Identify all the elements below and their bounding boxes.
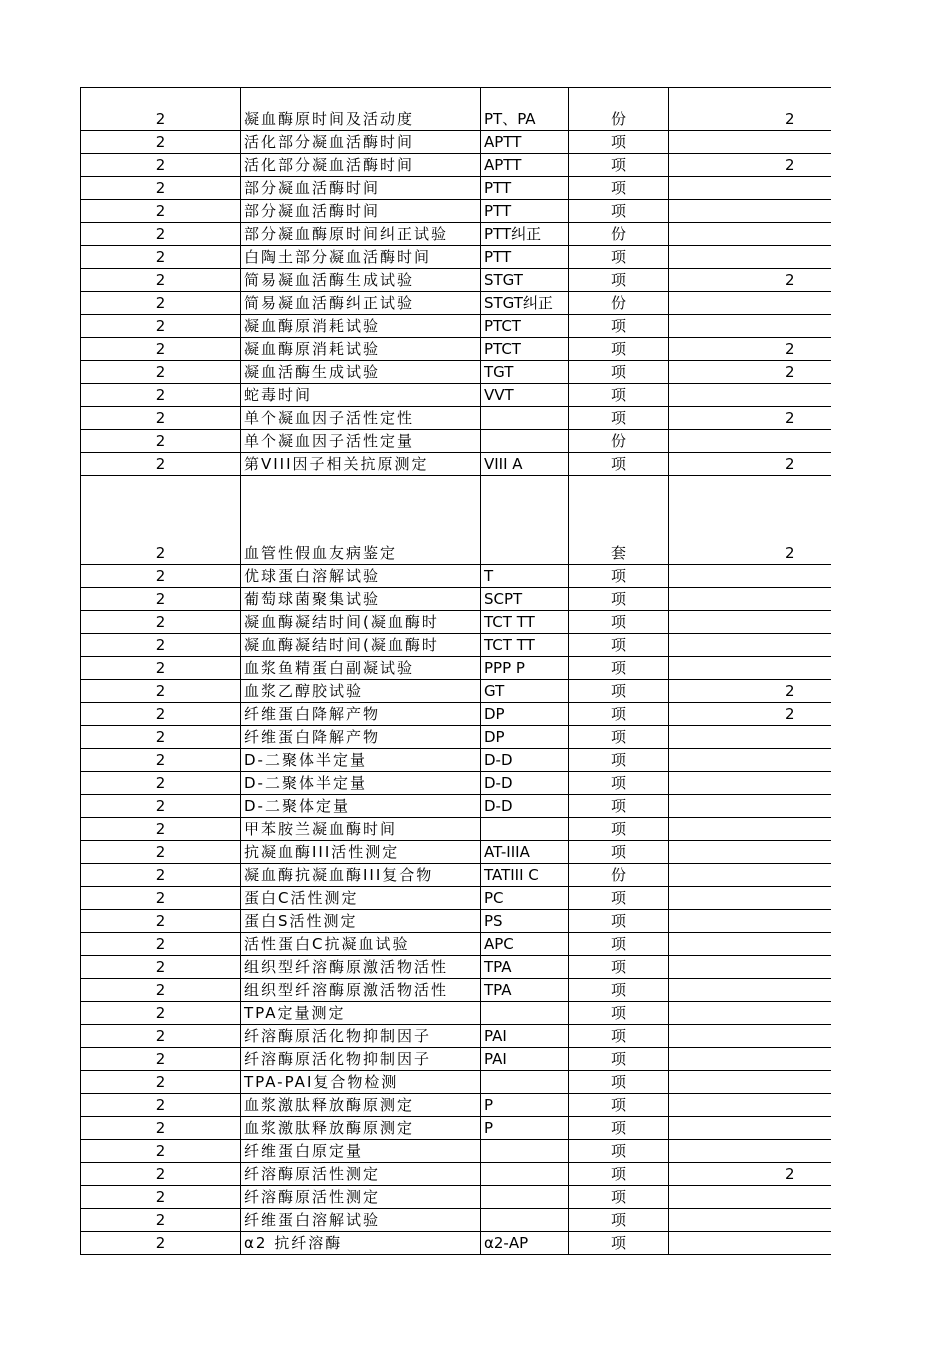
item-name-cell: 纤溶酶原活性测定 xyxy=(241,1186,481,1209)
item-name-cell: 抗凝血酶III活性测定 xyxy=(241,841,481,864)
item-name-cell: 血浆乙醇胶试验 xyxy=(241,680,481,703)
item-unit-cell: 项 xyxy=(569,1140,669,1163)
item-name-cell: 凝血酶凝结时间(凝血酶时 xyxy=(241,634,481,657)
item-name-cell: TPA-PAI复合物检测 xyxy=(241,1071,481,1094)
table-row xyxy=(81,131,831,154)
item-qty-cell: 2 xyxy=(669,680,831,703)
item-qty-cell xyxy=(669,1186,831,1209)
item-abbr-cell: PT、PA xyxy=(481,88,569,131)
item-qty-cell xyxy=(669,795,831,818)
item-code-cell: 2 xyxy=(81,795,241,818)
item-unit-cell: 项 xyxy=(569,772,669,795)
item-name-cell: 组织型纤溶酶原激活物活性 xyxy=(241,979,481,1002)
item-qty-cell xyxy=(669,1140,831,1163)
table-row xyxy=(81,1117,831,1140)
item-unit-cell: 项 xyxy=(569,565,669,588)
item-name-cell: 纤溶酶原活化物抑制因子 xyxy=(241,1025,481,1048)
item-code-cell: 2 xyxy=(81,772,241,795)
item-unit-cell: 项 xyxy=(569,795,669,818)
item-code-cell: 2 xyxy=(81,223,241,246)
item-unit-cell: 项 xyxy=(569,956,669,979)
table-row xyxy=(81,200,831,223)
item-abbr-cell: STGT纠正 xyxy=(481,292,569,315)
item-code-cell: 2 xyxy=(81,1025,241,1048)
item-name-cell: 优球蛋白溶解试验 xyxy=(241,565,481,588)
table-row xyxy=(81,979,831,1002)
item-name-cell: 血管性假血友病鉴定 xyxy=(241,476,481,565)
item-code-cell: 2 xyxy=(81,1209,241,1232)
item-qty-cell xyxy=(669,430,831,453)
item-abbr-cell: PS xyxy=(481,910,569,933)
item-abbr-cell xyxy=(481,1071,569,1094)
table-row xyxy=(81,1094,831,1117)
item-name-cell: α2 抗纤溶酶 xyxy=(241,1232,481,1255)
item-code-cell: 2 xyxy=(81,1071,241,1094)
table-row xyxy=(81,726,831,749)
item-qty-cell xyxy=(669,772,831,795)
item-qty-cell: 2 xyxy=(669,269,831,292)
item-qty-cell xyxy=(669,818,831,841)
item-name-cell: 凝血酶原消耗试验 xyxy=(241,315,481,338)
item-abbr-cell xyxy=(481,476,569,565)
item-abbr-cell: APC xyxy=(481,933,569,956)
item-name-cell: 纤维蛋白降解产物 xyxy=(241,703,481,726)
item-code-cell: 2 xyxy=(81,200,241,223)
item-code-cell: 2 xyxy=(81,864,241,887)
item-unit-cell: 套 xyxy=(569,476,669,565)
table-row xyxy=(81,1232,831,1255)
item-unit-cell: 份 xyxy=(569,223,669,246)
item-unit-cell: 项 xyxy=(569,1232,669,1255)
item-name-cell: 蛋白C活性测定 xyxy=(241,887,481,910)
item-qty-cell: 2 xyxy=(669,154,831,177)
item-qty-cell: 2 xyxy=(669,703,831,726)
item-name-cell: 凝血活酶生成试验 xyxy=(241,361,481,384)
item-unit-cell: 项 xyxy=(569,384,669,407)
item-unit-cell: 项 xyxy=(569,910,669,933)
item-unit-cell: 项 xyxy=(569,246,669,269)
item-name-cell: 第VIII因子相关抗原测定 xyxy=(241,453,481,476)
item-name-cell: 血浆激肽释放酶原测定 xyxy=(241,1117,481,1140)
item-unit-cell: 项 xyxy=(569,361,669,384)
item-name-cell: 纤维蛋白溶解试验 xyxy=(241,1209,481,1232)
item-qty-cell: 2 xyxy=(669,88,831,131)
item-unit-cell: 项 xyxy=(569,979,669,1002)
table-row xyxy=(81,1163,831,1186)
item-name-cell: 纤维蛋白原定量 xyxy=(241,1140,481,1163)
item-name-cell: 凝血酶凝结时间(凝血酶时 xyxy=(241,611,481,634)
item-unit-cell: 项 xyxy=(569,657,669,680)
item-qty-cell: 2 xyxy=(669,1163,831,1186)
item-name-cell: TPA定量测定 xyxy=(241,1002,481,1025)
table-row xyxy=(81,246,831,269)
item-qty-cell xyxy=(669,1048,831,1071)
item-qty-cell xyxy=(669,1071,831,1094)
item-qty-cell xyxy=(669,979,831,1002)
item-code-cell: 2 xyxy=(81,88,241,131)
item-name-cell: 部分凝血活酶时间 xyxy=(241,200,481,223)
item-unit-cell: 项 xyxy=(569,726,669,749)
item-qty-cell xyxy=(669,315,831,338)
item-unit-cell: 项 xyxy=(569,131,669,154)
item-abbr-cell: P xyxy=(481,1117,569,1140)
item-abbr-cell: PTT xyxy=(481,246,569,269)
item-unit-cell: 项 xyxy=(569,818,669,841)
item-qty-cell xyxy=(669,749,831,772)
item-qty-cell xyxy=(669,246,831,269)
table-row xyxy=(81,338,831,361)
item-name-cell: 血浆激肽释放酶原测定 xyxy=(241,1094,481,1117)
item-abbr-cell xyxy=(481,1186,569,1209)
item-abbr-cell: TCT TT xyxy=(481,634,569,657)
item-code-cell: 2 xyxy=(81,1117,241,1140)
table-row xyxy=(81,611,831,634)
table-row xyxy=(81,1071,831,1094)
item-unit-cell: 项 xyxy=(569,1186,669,1209)
item-unit-cell: 项 xyxy=(569,611,669,634)
item-code-cell: 2 xyxy=(81,1048,241,1071)
item-code-cell: 2 xyxy=(81,657,241,680)
item-name-cell: 纤溶酶原活化物抑制因子 xyxy=(241,1048,481,1071)
item-unit-cell: 项 xyxy=(569,588,669,611)
item-unit-cell: 项 xyxy=(569,154,669,177)
table-row xyxy=(81,384,831,407)
item-name-cell: 简易凝血活酶生成试验 xyxy=(241,269,481,292)
item-code-cell: 2 xyxy=(81,131,241,154)
item-unit-cell: 项 xyxy=(569,1025,669,1048)
item-unit-cell: 项 xyxy=(569,703,669,726)
item-code-cell: 2 xyxy=(81,361,241,384)
item-unit-cell: 项 xyxy=(569,1094,669,1117)
item-name-cell: 凝血酶原消耗试验 xyxy=(241,338,481,361)
item-abbr-cell: P xyxy=(481,1094,569,1117)
item-name-cell: 部分凝血活酶时间 xyxy=(241,177,481,200)
item-code-cell: 2 xyxy=(81,246,241,269)
item-name-cell: D-二聚体定量 xyxy=(241,795,481,818)
item-code-cell: 2 xyxy=(81,634,241,657)
item-abbr-cell: AT-IIIA xyxy=(481,841,569,864)
table-row xyxy=(81,933,831,956)
item-code-cell: 2 xyxy=(81,269,241,292)
table-row xyxy=(81,1186,831,1209)
item-name-cell: 纤维蛋白降解产物 xyxy=(241,726,481,749)
item-name-cell: 白陶土部分凝血活酶时间 xyxy=(241,246,481,269)
item-unit-cell: 项 xyxy=(569,200,669,223)
item-unit-cell: 项 xyxy=(569,680,669,703)
item-unit-cell: 项 xyxy=(569,841,669,864)
item-unit-cell: 份 xyxy=(569,292,669,315)
item-code-cell: 2 xyxy=(81,315,241,338)
item-code-cell: 2 xyxy=(81,1002,241,1025)
item-abbr-cell: D-D xyxy=(481,795,569,818)
table-row xyxy=(81,795,831,818)
item-unit-cell: 项 xyxy=(569,1071,669,1094)
item-unit-cell: 项 xyxy=(569,1117,669,1140)
table-row xyxy=(81,588,831,611)
item-abbr-cell: PC xyxy=(481,887,569,910)
item-qty-cell xyxy=(669,1117,831,1140)
item-code-cell: 2 xyxy=(81,749,241,772)
item-qty-cell xyxy=(669,887,831,910)
item-code-cell: 2 xyxy=(81,611,241,634)
table-row xyxy=(81,177,831,200)
table-row xyxy=(81,1025,831,1048)
table-row xyxy=(81,315,831,338)
item-code-cell: 2 xyxy=(81,1094,241,1117)
item-abbr-cell: PAI xyxy=(481,1048,569,1071)
item-code-cell: 2 xyxy=(81,565,241,588)
item-abbr-cell xyxy=(481,1140,569,1163)
table-row xyxy=(81,634,831,657)
item-qty-cell xyxy=(669,1025,831,1048)
item-unit-cell: 项 xyxy=(569,315,669,338)
item-unit-cell: 项 xyxy=(569,1209,669,1232)
item-abbr-cell: PTT纠正 xyxy=(481,223,569,246)
table-row xyxy=(81,657,831,680)
item-abbr-cell: D-D xyxy=(481,749,569,772)
item-name-cell: D-二聚体半定量 xyxy=(241,749,481,772)
item-qty-cell xyxy=(669,634,831,657)
item-name-cell: 血浆鱼精蛋白副凝试验 xyxy=(241,657,481,680)
item-name-cell: 蛇毒时间 xyxy=(241,384,481,407)
item-abbr-cell: D-D xyxy=(481,772,569,795)
item-abbr-cell: SCPT xyxy=(481,588,569,611)
item-abbr-cell xyxy=(481,818,569,841)
item-unit-cell: 项 xyxy=(569,887,669,910)
item-qty-cell xyxy=(669,565,831,588)
table-row xyxy=(81,864,831,887)
table-row xyxy=(81,1209,831,1232)
item-qty-cell xyxy=(669,864,831,887)
item-name-cell: 部分凝血酶原时间纠正试验 xyxy=(241,223,481,246)
item-code-cell: 2 xyxy=(81,841,241,864)
item-qty-cell xyxy=(669,223,831,246)
item-code-cell: 2 xyxy=(81,703,241,726)
item-code-cell: 2 xyxy=(81,292,241,315)
item-name-cell: 活性蛋白C抗凝血试验 xyxy=(241,933,481,956)
item-name-cell: 简易凝血活酶纠正试验 xyxy=(241,292,481,315)
item-name-cell: 单个凝血因子活性定性 xyxy=(241,407,481,430)
item-abbr-cell: PAI xyxy=(481,1025,569,1048)
table-row xyxy=(81,453,831,476)
table-row xyxy=(81,680,831,703)
table-row xyxy=(81,772,831,795)
item-code-cell: 2 xyxy=(81,588,241,611)
item-abbr-cell: DP xyxy=(481,703,569,726)
table-row xyxy=(81,1002,831,1025)
item-unit-cell: 份 xyxy=(569,430,669,453)
item-qty-cell xyxy=(669,200,831,223)
item-abbr-cell: PPP P xyxy=(481,657,569,680)
table-row xyxy=(81,749,831,772)
item-name-cell: 蛋白S活性测定 xyxy=(241,910,481,933)
item-unit-cell: 项 xyxy=(569,749,669,772)
table-row xyxy=(81,476,831,565)
item-abbr-cell: DP xyxy=(481,726,569,749)
item-name-cell: 葡萄球菌聚集试验 xyxy=(241,588,481,611)
table-row xyxy=(81,703,831,726)
item-code-cell: 2 xyxy=(81,453,241,476)
item-abbr-cell: PTT xyxy=(481,177,569,200)
item-code-cell: 2 xyxy=(81,956,241,979)
item-unit-cell: 项 xyxy=(569,338,669,361)
item-code-cell: 2 xyxy=(81,887,241,910)
item-code-cell: 2 xyxy=(81,476,241,565)
item-unit-cell: 项 xyxy=(569,1163,669,1186)
item-code-cell: 2 xyxy=(81,818,241,841)
item-qty-cell xyxy=(669,910,831,933)
item-qty-cell xyxy=(669,956,831,979)
item-unit-cell: 项 xyxy=(569,634,669,657)
table-row xyxy=(81,910,831,933)
item-abbr-cell: TCT TT xyxy=(481,611,569,634)
item-abbr-cell xyxy=(481,1002,569,1025)
item-code-cell: 2 xyxy=(81,430,241,453)
item-abbr-cell: GT xyxy=(481,680,569,703)
item-qty-cell xyxy=(669,131,831,154)
item-qty-cell xyxy=(669,1209,831,1232)
item-code-cell: 2 xyxy=(81,407,241,430)
item-code-cell: 2 xyxy=(81,680,241,703)
item-code-cell: 2 xyxy=(81,1163,241,1186)
item-qty-cell xyxy=(669,384,831,407)
table-row xyxy=(81,292,831,315)
table-row xyxy=(81,1140,831,1163)
item-code-cell: 2 xyxy=(81,384,241,407)
item-abbr-cell: TPA xyxy=(481,979,569,1002)
item-qty-cell xyxy=(669,933,831,956)
item-unit-cell: 项 xyxy=(569,177,669,200)
item-name-cell: 活化部分凝血活酶时间 xyxy=(241,131,481,154)
item-name-cell: 纤溶酶原活性测定 xyxy=(241,1163,481,1186)
item-unit-cell: 项 xyxy=(569,453,669,476)
item-abbr-cell: α2-AP xyxy=(481,1232,569,1255)
item-name-cell: 单个凝血因子活性定量 xyxy=(241,430,481,453)
item-abbr-cell: APTT xyxy=(481,154,569,177)
table-row xyxy=(81,154,831,177)
item-qty-cell: 2 xyxy=(669,453,831,476)
item-unit-cell: 项 xyxy=(569,269,669,292)
table-row xyxy=(81,818,831,841)
table-row xyxy=(81,841,831,864)
table-row xyxy=(81,407,831,430)
item-unit-cell: 项 xyxy=(569,933,669,956)
fee-table-body xyxy=(81,88,831,1255)
item-code-cell: 2 xyxy=(81,177,241,200)
item-abbr-cell: T xyxy=(481,565,569,588)
item-abbr-cell: TATIII C xyxy=(481,864,569,887)
item-unit-cell: 份 xyxy=(569,864,669,887)
item-abbr-cell: VIII A xyxy=(481,453,569,476)
fee-table xyxy=(80,87,831,1255)
item-qty-cell: 2 xyxy=(669,338,831,361)
item-code-cell: 2 xyxy=(81,726,241,749)
item-qty-cell xyxy=(669,1094,831,1117)
item-code-cell: 2 xyxy=(81,154,241,177)
item-name-cell: D-二聚体半定量 xyxy=(241,772,481,795)
item-qty-cell xyxy=(669,177,831,200)
item-name-cell: 凝血酶抗凝血酶III复合物 xyxy=(241,864,481,887)
item-qty-cell xyxy=(669,657,831,680)
item-name-cell: 活化部分凝血活酶时间 xyxy=(241,154,481,177)
item-abbr-cell: PTT xyxy=(481,200,569,223)
item-abbr-cell: TGT xyxy=(481,361,569,384)
item-name-cell: 组织型纤溶酶原激活物活性 xyxy=(241,956,481,979)
table-row xyxy=(81,361,831,384)
item-qty-cell: 2 xyxy=(669,476,831,565)
item-abbr-cell: PTCT xyxy=(481,338,569,361)
item-name-cell: 凝血酶原时间及活动度 xyxy=(241,88,481,131)
item-qty-cell xyxy=(669,611,831,634)
item-code-cell: 2 xyxy=(81,910,241,933)
item-unit-cell: 项 xyxy=(569,1048,669,1071)
table-row xyxy=(81,887,831,910)
item-qty-cell: 2 xyxy=(669,361,831,384)
item-qty-cell: 2 xyxy=(669,407,831,430)
table-row xyxy=(81,956,831,979)
item-qty-cell xyxy=(669,1232,831,1255)
table-row xyxy=(81,1048,831,1071)
item-code-cell: 2 xyxy=(81,1186,241,1209)
item-abbr-cell: PTCT xyxy=(481,315,569,338)
item-code-cell: 2 xyxy=(81,1140,241,1163)
item-code-cell: 2 xyxy=(81,979,241,1002)
item-unit-cell: 项 xyxy=(569,1002,669,1025)
item-qty-cell xyxy=(669,841,831,864)
item-abbr-cell xyxy=(481,1209,569,1232)
item-abbr-cell xyxy=(481,1163,569,1186)
item-code-cell: 2 xyxy=(81,338,241,361)
item-unit-cell: 份 xyxy=(569,88,669,131)
table-row xyxy=(81,88,831,131)
item-unit-cell: 项 xyxy=(569,407,669,430)
item-abbr-cell xyxy=(481,407,569,430)
item-abbr-cell xyxy=(481,430,569,453)
item-abbr-cell: APTT xyxy=(481,131,569,154)
item-abbr-cell: TPA xyxy=(481,956,569,979)
table-row xyxy=(81,269,831,292)
item-abbr-cell: STGT xyxy=(481,269,569,292)
table-row xyxy=(81,430,831,453)
table-row xyxy=(81,565,831,588)
item-name-cell: 甲苯胺兰凝血酶时间 xyxy=(241,818,481,841)
item-abbr-cell: VVT xyxy=(481,384,569,407)
item-qty-cell xyxy=(669,726,831,749)
item-qty-cell xyxy=(669,1002,831,1025)
item-code-cell: 2 xyxy=(81,933,241,956)
item-qty-cell xyxy=(669,588,831,611)
item-qty-cell xyxy=(669,292,831,315)
item-code-cell: 2 xyxy=(81,1232,241,1255)
table-row xyxy=(81,223,831,246)
